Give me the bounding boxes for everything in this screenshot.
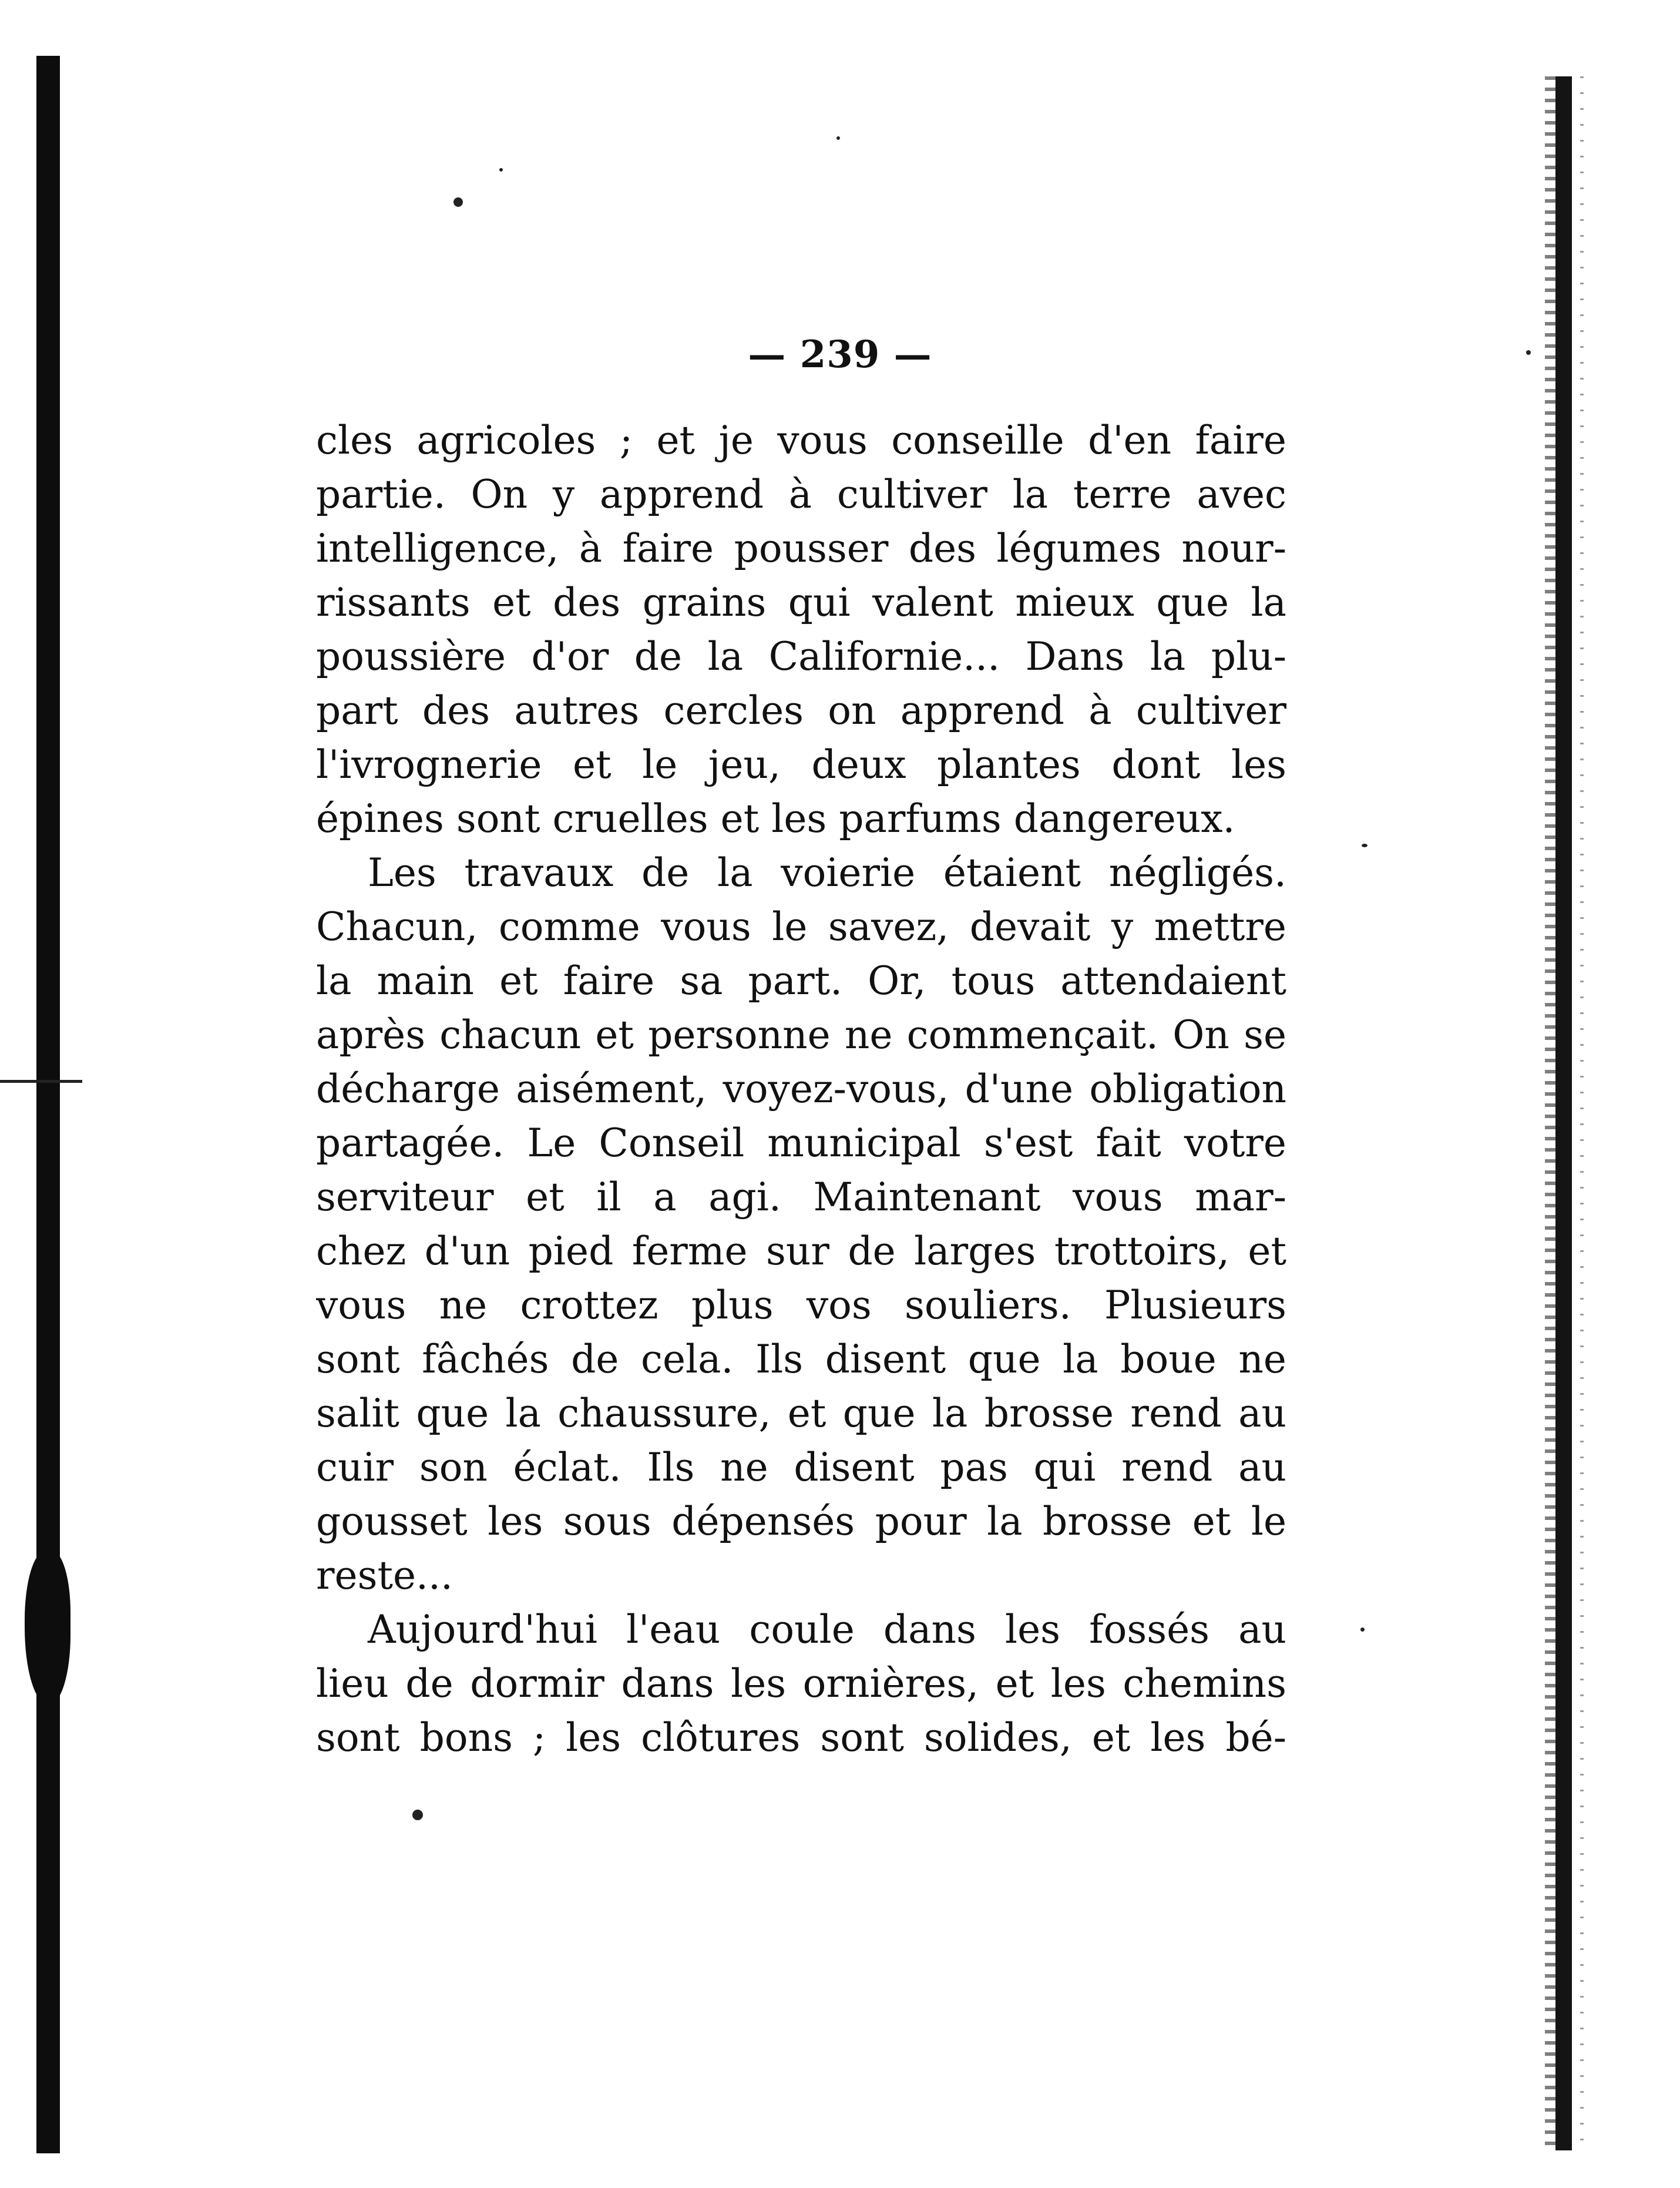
text-line: vous ne crottez plus vos souliers. Plusieurs bbox=[316, 1283, 1286, 1328]
text-line: salit que la chaussure, et que la brosse rend au bbox=[316, 1391, 1286, 1436]
text-line: cles agricoles ; et je vous conseille d'en faire bbox=[316, 418, 1286, 463]
text-line: intelligence, à faire pousser des légumes nour- bbox=[316, 526, 1286, 571]
scan-speck bbox=[453, 197, 463, 207]
left-edge-mark bbox=[0, 1080, 82, 1083]
scan-speck bbox=[1360, 1627, 1365, 1632]
text-line: sont bons ; les clôtures sont solides, et les bé- bbox=[316, 1715, 1286, 1760]
text-line: décharge aisément, voyez-vous, d'une obligation bbox=[316, 1066, 1286, 1112]
text-line: après chacun et personne ne commençait. On se bbox=[316, 1012, 1286, 1058]
text-line: épines sont cruelles et les parfums dangereux. bbox=[316, 796, 1235, 841]
text-line: cuir son éclat. Ils ne disent pas qui rend au bbox=[316, 1445, 1286, 1490]
text-line: chez d'un pied ferme sur de larges trottoirs, et bbox=[316, 1229, 1286, 1274]
right-edge-speckle bbox=[1545, 76, 1559, 2150]
scan-speck bbox=[499, 168, 503, 172]
text-line: partagée. Le Conseil municipal s'est fait votre bbox=[316, 1120, 1286, 1166]
body-text bbox=[316, 414, 1286, 1765]
left-page-edge-bulge bbox=[25, 1551, 70, 1704]
right-edge-fade bbox=[1580, 76, 1584, 2150]
page-number: — 239 — bbox=[748, 333, 932, 377]
text-line: Aujourd'hui l'eau coule dans les fossés au bbox=[368, 1607, 1286, 1652]
text-line: reste... bbox=[316, 1553, 453, 1598]
text-line: Les travaux de la voierie étaient négligés. bbox=[368, 850, 1286, 895]
text-line: part des autres cercles on apprend à cultiver bbox=[316, 688, 1286, 733]
scan-speck bbox=[836, 136, 840, 140]
text-line: l'ivrognerie et le jeu, deux plantes dont les bbox=[316, 742, 1286, 787]
text-line: gousset les sous dépensés pour la brosse et le bbox=[316, 1499, 1286, 1544]
scan-speck bbox=[1362, 844, 1367, 847]
scan-speck bbox=[412, 1810, 423, 1820]
text-line: poussière d'or de la Californie... Dans la plu- bbox=[316, 634, 1286, 679]
text-line: sont fâchés de cela. Ils disent que la boue ne bbox=[316, 1337, 1286, 1382]
text-line: serviteur et il a agi. Maintenant vous mar- bbox=[316, 1174, 1286, 1220]
text-line: rissants et des grains qui valent mieux que la bbox=[316, 580, 1286, 625]
text-line: lieu de dormir dans les ornières, et les chemins bbox=[316, 1661, 1286, 1706]
text-line: partie. On y apprend à cultiver la terre avec bbox=[316, 472, 1286, 517]
text-line: la main et faire sa part. Or, tous attendaient bbox=[316, 958, 1286, 1004]
text-line: Chacun, comme vous le savez, devait y mettre bbox=[316, 904, 1286, 949]
